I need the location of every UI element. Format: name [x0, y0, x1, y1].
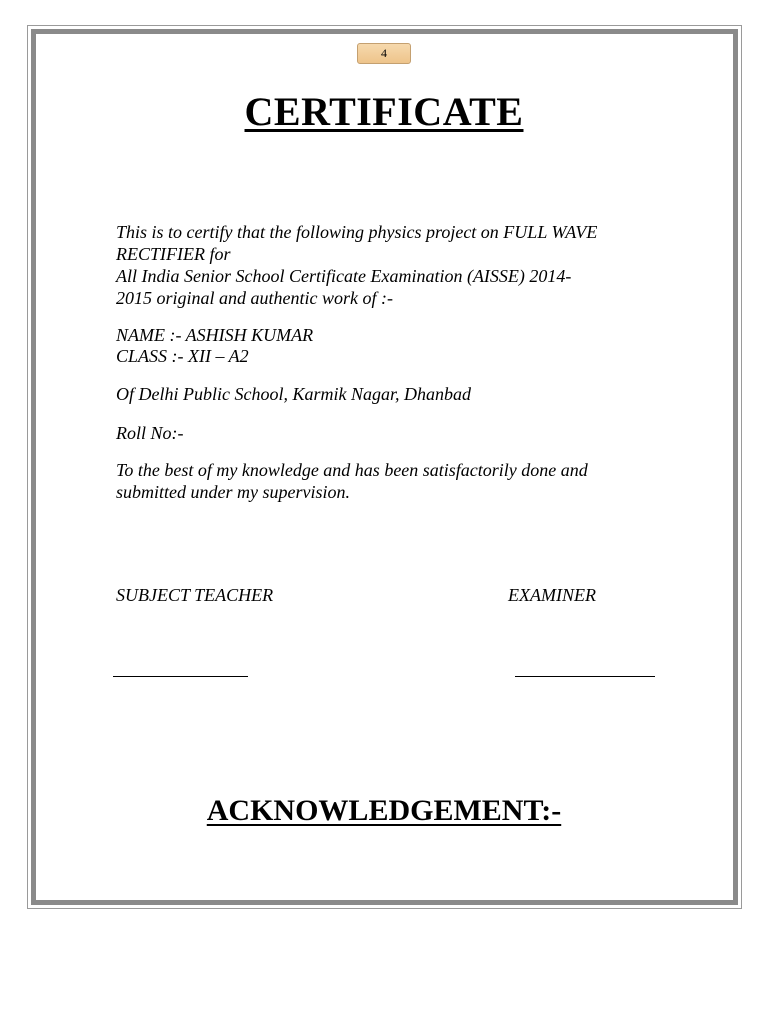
certify-line-2: RECTIFIER for: [116, 244, 231, 264]
examiner-signature-line: [515, 676, 655, 677]
supervision-line-1: To the best of my knowledge and has been satisfactorily done and: [116, 460, 588, 480]
student-name: NAME :- ASHISH KUMAR: [116, 325, 314, 345]
acknowledgement-heading: ACKNOWLEDGEMENT:-: [206, 794, 562, 827]
supervision-line-2: submitted under my supervision.: [116, 482, 350, 502]
page-number-badge: 4: [357, 43, 411, 64]
subject-teacher-label: SUBJECT TEACHER: [116, 585, 274, 605]
certify-line-1: This is to certify that the following physics project on FULL WAVE: [116, 222, 598, 242]
certify-line-3: All India Senior School Certificate Examination (AISSE) 2014-: [116, 266, 572, 286]
roll-number: Roll No:-: [116, 423, 184, 443]
school-line: Of Delhi Public School, Karmik Nagar, Dhanbad: [116, 384, 471, 404]
examiner-label: EXAMINER: [508, 585, 596, 605]
certificate-title: CERTIFICATE: [244, 89, 524, 134]
subject-teacher-signature-line: [113, 676, 248, 677]
certify-line-4: 2015 original and authentic work of :-: [116, 288, 393, 308]
student-class: CLASS :- XII – A2: [116, 346, 249, 366]
